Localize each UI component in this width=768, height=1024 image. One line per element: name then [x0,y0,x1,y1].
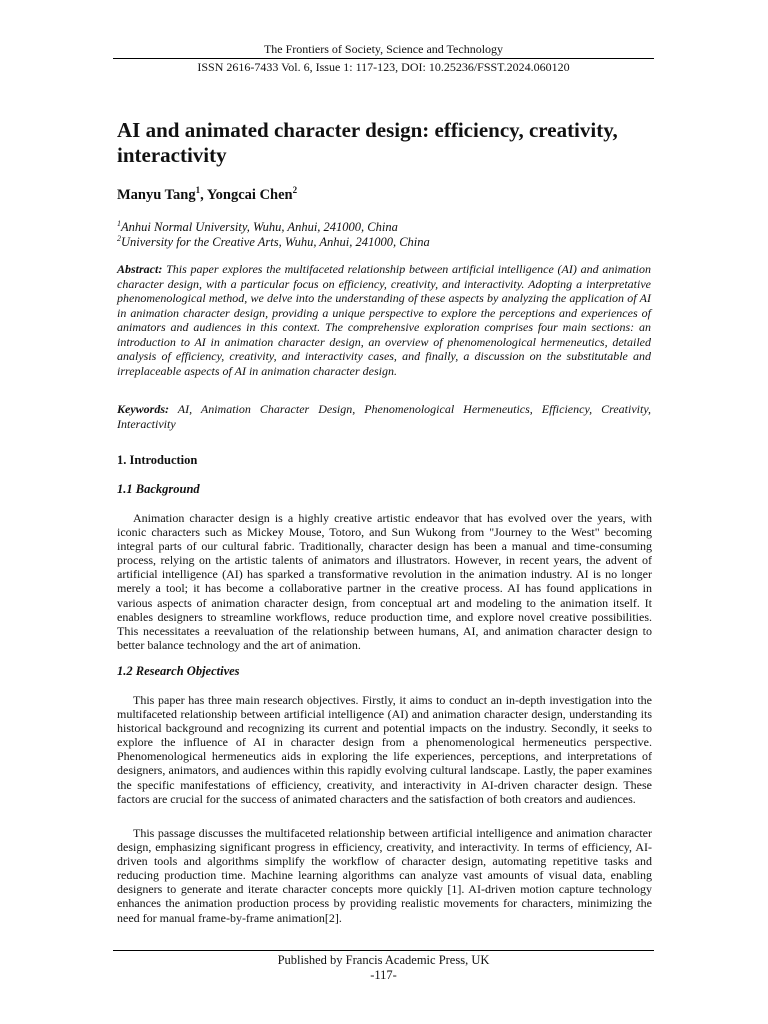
page-footer [113,950,654,983]
paper-title: AI and animated character design: efficiency, creativity, interactivity [117,118,618,167]
affiliation-line [117,220,430,235]
keywords [117,402,651,431]
body-paragraph: Animation character design is a highly creative artistic endeavor that has evolved over the years, with iconic characters such as Mickey Mouse, Totoro, and Sun Wukong from "Journey to the West" becoming integral parts of our cultural fabric. Traditionally, character design has been a manual and time-consuming process, relying on the artistic talents of animators and illustrators. However, in recent years, the advent of artificial intelligence (AI) has sparked a transformative revolution in the animation industry. AI is no longer merely a tool; it has become a collaborative partner in the creative process. AI has found applications in various aspects of animation character design, from conceptual art and modeling to the animation itself. It enables designers to streamline workflows, reduce production time, and explore novel creative possibilities. This necessitates a reevaluation of the relationship between humans, AI, and animation character design to better balance technology and the art of animation. [117,511,652,652]
affiliation-text: Anhui Normal University, Wuhu, Anhui, 241000, China [121,220,398,234]
footer-rule [113,950,654,951]
publisher-line: Published by Francis Academic Press, UK [277,953,490,967]
body-paragraph: This passage discusses the multifaceted relationship between artificial intelligence and animation character design, emphasizing significant progress in efficiency, creativity, and interactivity. In terms of efficiency, AI-driven tools and algorithms simplify the workflow of character design, automating repetitive tasks and reducing production time. Machine learning algorithms can analyze vast amounts of visual data, enabling designers to generate and iterate character concepts more quickly [1]. AI-driven motion capture technology enhances the animation production process by providing realistic movements for characters, minimizing the need for manual frame-by-frame animation[2]. [117,826,652,925]
subsection-heading-background: 1.1 Background [117,482,200,496]
affiliation-marker: 1 [117,218,121,228]
author-affiliation-marker: 2 [292,185,298,196]
running-header [113,42,654,75]
abstract [117,262,651,378]
author-name: Yongcai Chen [206,187,293,203]
abstract-label: Abstract: [117,262,163,276]
section-heading-introduction: 1. Introduction [117,453,198,467]
header-rule [113,58,654,59]
keywords-text: AI, Animation Character Design, Phenomenological Hermeneutics, Efficiency, Creativity, Interactivity [117,402,651,431]
affiliation-line [117,235,430,250]
author-separator: , [200,187,207,203]
body-paragraph: This paper has three main research objectives. Firstly, it aims to conduct an in-depth investigation into the multifaceted relationship between artificial intelligence (AI) and animation character design, understanding its historical background and recognizing its current and potential impacts on the industry. Secondly, it seeks to explore the influence of AI in character design from a phenomenological hermeneutics perspective. Phenomenological hermeneutics aids in exploring the life experiences, perceptions, and interpretations of designers, animators, and audiences within this rapidly evolving cultural landscape. Lastly, the paper examines the specific manifestations of efficiency, creativity, and interactivity in AI-driven character design. These factors are crucial for the success of animated characters and the satisfaction of both creators and audiences. [117,693,652,806]
abstract-text: This paper explores the multifaceted relationship between artificial intelligence (AI) and animation character design, with a particular focus on efficiency, creativity, and interactivity. Adopting a interpretative phenomenological method, we delve into the understanding of these aspects by analyzing the application of AI in animation character design, providing a unique perspective to explore the perceptions and experiences of animators and audiences in this context. The comprehensive exploration comprises four main sections: an introduction to AI in animation character design, an overview of phenomenological hermeneutics, detailed analysis of efficiency, creativity, and interactivity cases, and finally, a discussion on the substitutable and irreplaceable aspects of AI in animation character design. [117,262,651,378]
affiliation-text: University for the Creative Arts, Wuhu, Anhui, 241000, China [121,234,430,249]
keywords-label: Keywords: [117,402,169,416]
journal-name: The Frontiers of Society, Science and Technology [263,42,504,56]
author-name: Manyu Tang [117,187,196,203]
issn-line: ISSN 2616-7433 Vol. 6, Issue 1: 117-123, DOI: 10.25236/FSST.2024.060120 [197,60,570,74]
subsection-heading-research-objectives: 1.2 Research Objectives [117,664,240,678]
affiliation-marker: 2 [117,233,121,243]
page-number: -117- [370,968,397,982]
author-list [117,186,297,204]
author-affiliation-marker: 1 [195,185,201,196]
affiliations [117,220,430,249]
